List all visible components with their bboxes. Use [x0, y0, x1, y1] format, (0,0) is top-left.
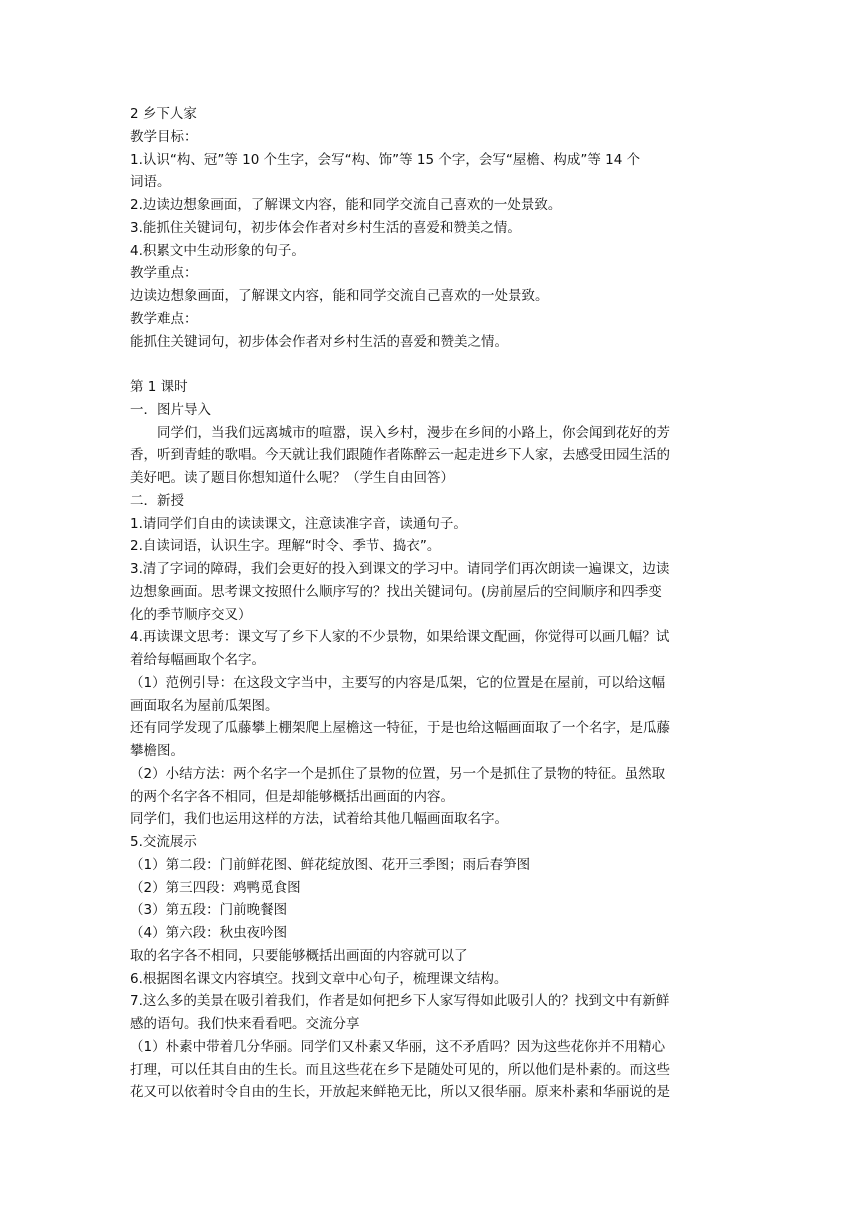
goal-line: 2.边读边想象画面，了解课文内容，能和同学交流自己喜欢的一处景致。 [130, 197, 562, 213]
document-title: 2 乡下人家 [130, 106, 197, 122]
body-line: （1）第二段：门前鲜花图、鲜花绽放图、花开三季图；雨后春笋图 [130, 856, 531, 873]
goals-heading: 教学目标： [130, 128, 198, 145]
goal-line: 词语。 [130, 174, 171, 191]
intro-line: 同学们，当我们远离城市的喧嚣，误入乡村，漫步在乡间的小路上，你会闻到花好的芳 [157, 424, 670, 441]
body-line: 花又可以依着时令自由的生长，开放起来鲜艳无比，所以又很华丽。原来朴素和华丽说的是 [130, 1084, 670, 1101]
intro-line: 美好吧。读了题目你想知道什么呢？（学生自由回答） [130, 470, 454, 486]
body-line: 3.清了字词的障碍，我们会更好的投入到课文的学习中。请同学们再次朗读一遍课文，边读 [130, 561, 670, 577]
section-heading: 二．新授 [130, 492, 184, 509]
body-line: 同学们，我们也运用这样的方法，试着给其他几幅画面取名字。 [130, 811, 508, 828]
body-line: 感的语句。我们快来看看吧。交流分享 [130, 1016, 360, 1032]
body-line: 画面取名为屋前瓜架图。 [130, 697, 279, 714]
goal-line: 3.能抓住关键词句，初步体会作者对乡村生活的喜爱和赞美之情。 [130, 219, 521, 236]
lesson-heading: 第 1 课时 [130, 379, 188, 395]
body-line: （3）第五段：门前晚餐图 [130, 902, 288, 919]
difficulty-text: 能抓住关键词句，初步体会作者对乡村生活的喜爱和赞美之情。 [130, 333, 508, 350]
body-line: 4.再读课文思考：课文写了乡下人家的不少景物，如果给课文配画，你觉得可以画几幅？试 [130, 629, 670, 646]
body-line: 还有同学发现了瓜藤攀上棚架爬上屋檐这一特征，于是也给这幅画面取了一个名字，是瓜藤 [130, 720, 670, 737]
body-line: 化的季节顺序交叉） [130, 606, 252, 623]
body-line: （2）小结方法：两个名字一个是抓住了景物的位置，另一个是抓住了景物的特征。虽然取 [130, 765, 666, 782]
intro-line: 香，听到青蛙的歌唱。今天就让我们跟随作者陈醉云一起走进乡下人家，去感受田园生活的 [130, 447, 670, 464]
blank-line [130, 353, 734, 376]
body-line: 打理，可以任其自由的生长。而且这些花在乡下是随处可见的，所以他们是朴素的。而这些 [130, 1061, 670, 1078]
body-line: 5.交流展示 [130, 834, 197, 850]
body-line: （1）范例引导：在这段文字当中，主要写的内容是瓜架，它的位置是在屋前，可以给这幅 [130, 674, 666, 691]
body-line: （4）第六段：秋虫夜吟图 [130, 925, 288, 941]
section-heading: 一．图片导入 [130, 401, 211, 418]
body-line: 的两个名字各不相同，但是却能够概括出画面的内容。 [130, 788, 454, 805]
body-line: 2.自读词语，认识生字。理解“时令、季节、捣衣”。 [130, 538, 441, 555]
body-line: 7.这么多的美景在吸引着我们，作者是如何把乡下人家写得如此吸引人的？找到文中有新鲜 [130, 993, 670, 1010]
body-line: 取的名字各不相同，只要能够概括出画面的内容就可以了 [130, 947, 468, 964]
key-heading: 教学重点： [130, 265, 198, 282]
body-line: 边想象画面。思考课文按照什么顺序写的？找出关键词句。(房前屋后的空间顺序和四季变 [130, 583, 662, 600]
goal-line: 1.认识“构、冠”等 10 个生字，会写“构、饰”等 15 个字，会写“屋檐、构成”等 14 个 [130, 151, 641, 168]
body-line: 6.根据图名课文内容填空。找到文章中心句子，梳理课文结构。 [130, 970, 508, 987]
key-text: 边读边想象画面，了解课文内容，能和同学交流自己喜欢的一处景致。 [130, 288, 549, 304]
body-line: 1.请同学们自由的读读课文，注意读准字音，读通句子。 [130, 515, 467, 532]
body-line: （2）第三四段：鸡鸭觅食图 [130, 879, 301, 896]
body-line: （1）朴素中带着几分华丽。同学们又朴素又华丽，这不矛盾吗？因为这些花你并不用精心 [130, 1038, 666, 1055]
difficulty-heading: 教学难点： [130, 310, 198, 327]
goal-line: 4.积累文中生动形象的句子。 [130, 242, 305, 259]
lesson-body [130, 513, 734, 1105]
body-line: 攀檐图。 [130, 743, 184, 759]
body-line: 着给每幅画取个名字。 [130, 652, 265, 668]
